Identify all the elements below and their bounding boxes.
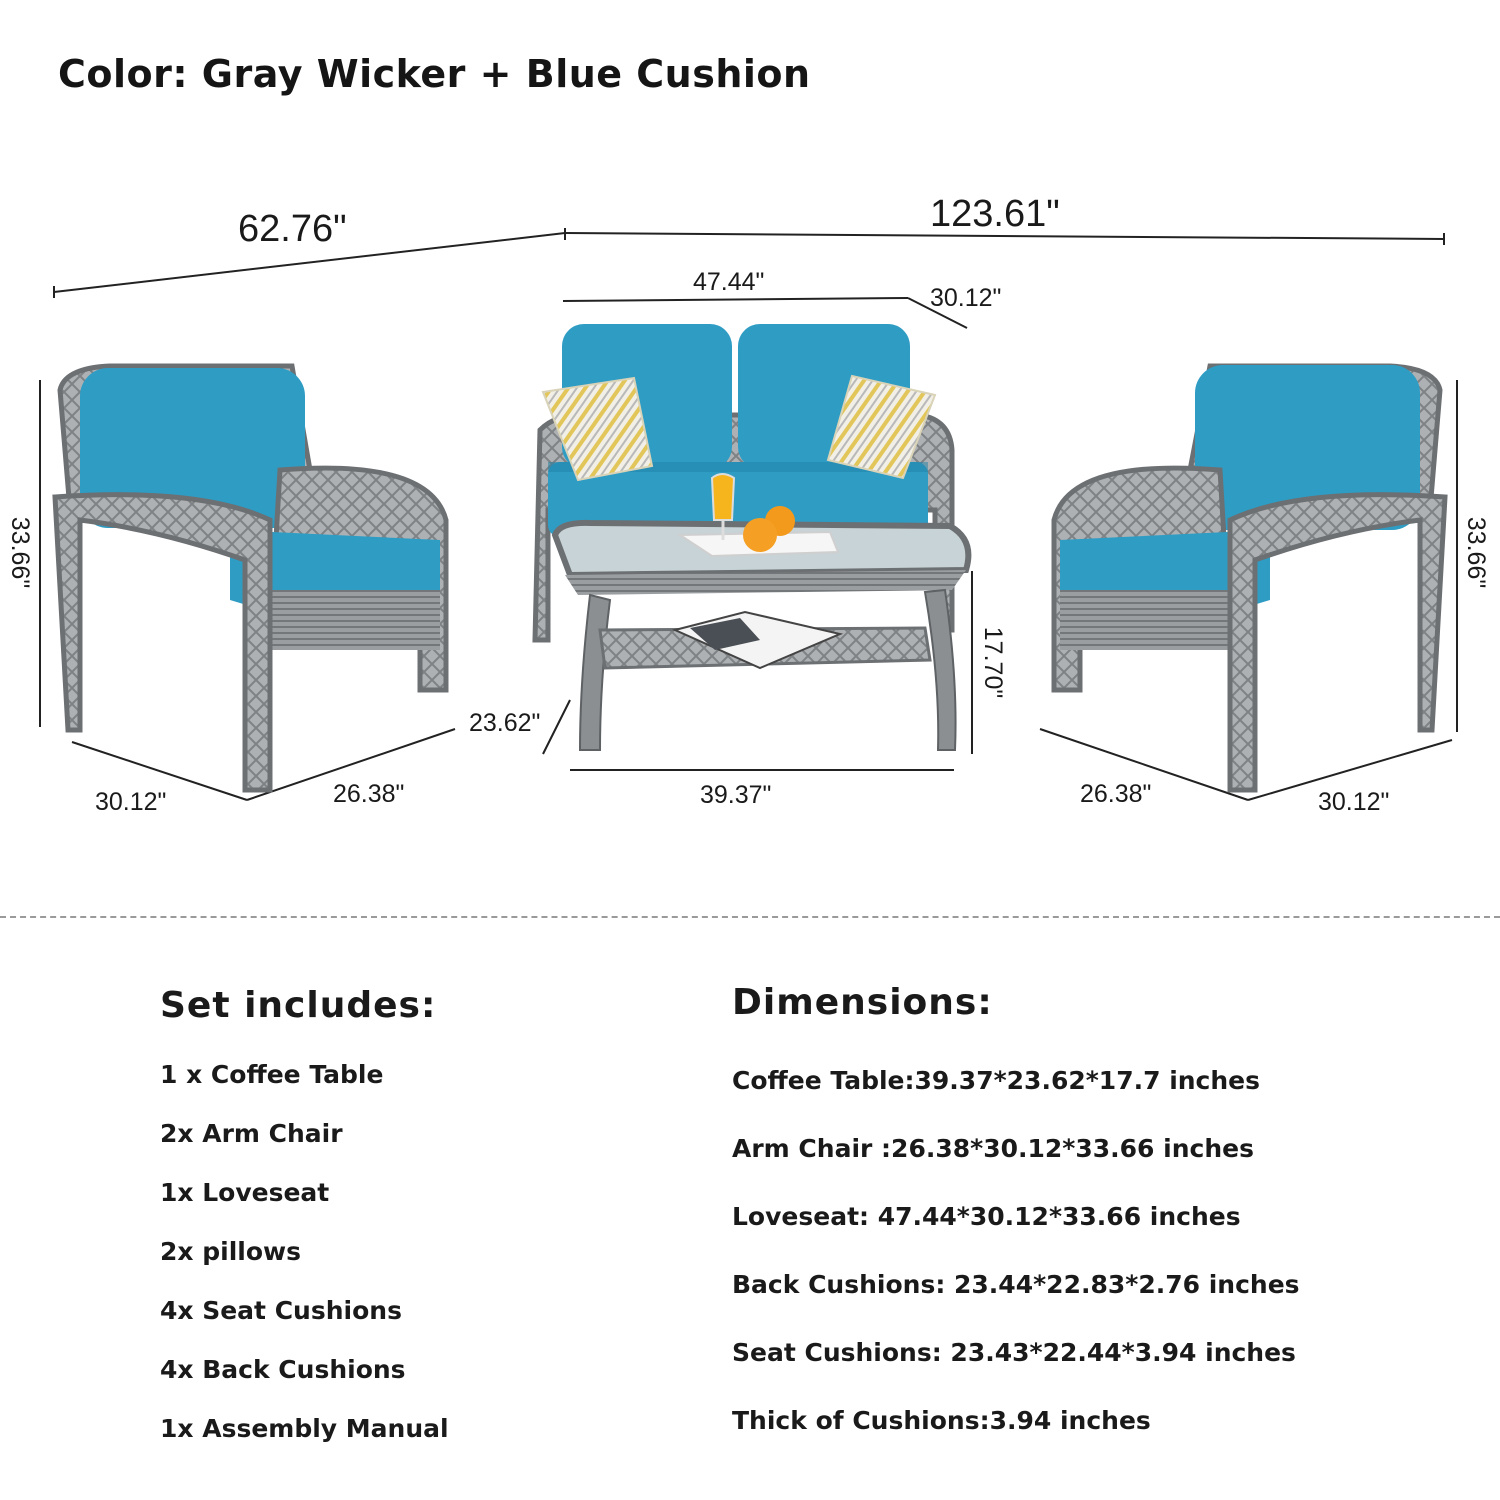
dimensions-item: Thick of Cushions:3.94 inches [732,1406,1151,1435]
dimensions-item: Back Cushions: 23.44*22.83*2.76 inches [732,1270,1300,1299]
color-headline: Color: Gray Wicker + Blue Cushion [58,52,811,96]
dimensions-title: Dimensions: [732,982,993,1023]
loveseat-depth-label: 30.12" [930,284,1002,312]
left-chair-width-label: 26.38" [333,780,405,808]
overall-width-label: 123.61" [930,193,1060,235]
right-chair-height-label: 33.66" [1462,516,1491,589]
set-includes-title: Set includes: [160,985,437,1026]
set-includes-item: 1 x Coffee Table [160,1060,384,1089]
right-chair-width-label: 26.38" [1080,780,1152,808]
dimensions-item: Loveseat: 47.44*30.12*33.66 inches [732,1202,1241,1231]
set-includes-item: 4x Seat Cushions [160,1296,402,1325]
table-height-label: 17.70" [979,626,1008,699]
set-includes-item: 1x Assembly Manual [160,1414,449,1443]
table-width-label: 39.37" [700,781,772,809]
dimensions-item: Seat Cushions: 23.43*22.44*3.94 inches [732,1338,1296,1367]
dimensions-item: Arm Chair :26.38*30.12*33.66 inches [732,1134,1254,1163]
set-includes-item: 1x Loveseat [160,1178,330,1207]
left-chair-depth-label: 30.12" [95,788,167,816]
left-chair-height-label: 33.66" [6,516,35,589]
section-divider [0,916,1500,918]
loveseat-width-label: 47.44" [693,268,765,296]
dimensions-item: Coffee Table:39.37*23.62*17.7 inches [732,1066,1261,1095]
right-arm-chair [1054,365,1445,790]
set-includes-item: 2x pillows [160,1237,301,1266]
right-chair-depth-label: 30.12" [1318,788,1390,816]
set-includes-item: 4x Back Cushions [160,1355,406,1384]
overall-depth-label: 62.76" [238,208,347,250]
set-includes-item: 2x Arm Chair [160,1119,343,1148]
table-depth-label: 23.62" [469,709,541,737]
left-arm-chair [55,366,446,790]
